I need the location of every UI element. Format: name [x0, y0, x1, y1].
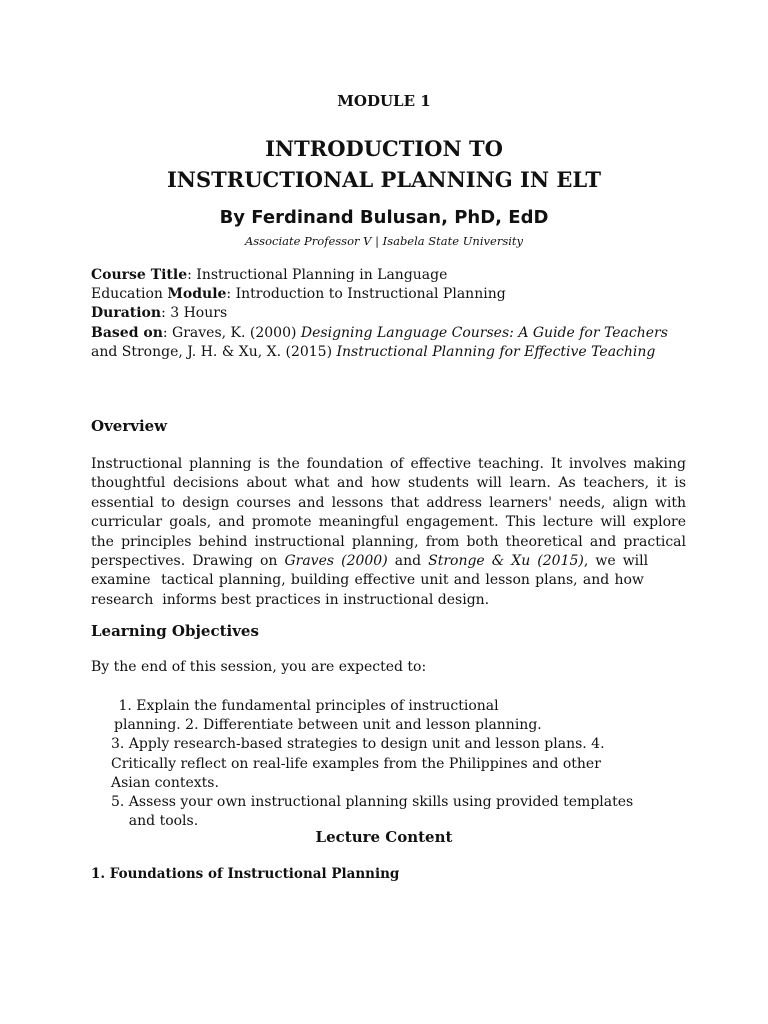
overview-line: examine tactical planning, building effective unit and lesson plans, and how: [91, 572, 644, 589]
citation-stronge-xu: Stronge & Xu (2015): [428, 553, 584, 570]
overview-line: thoughtful decisions about what and how students will learn. As teachers, it is: [91, 475, 686, 492]
course-title-row: [91, 266, 691, 285]
overview-line6-b: and: [387, 553, 429, 570]
based-on-label: Based on: [91, 324, 163, 341]
overview-line: [91, 552, 686, 571]
objectives-intro: By the end of this session, you are expected to:: [91, 659, 427, 675]
duration-label: Duration: [91, 305, 162, 322]
course-info: [91, 266, 691, 362]
course-title-value: : Instructional Planning in Language: [187, 267, 448, 283]
objectives-list: [111, 697, 674, 831]
duration-value: : 3 Hours: [161, 305, 228, 322]
objective-line: 1. Explain the fundamental principles of instructional: [114, 698, 499, 714]
overview-paragraph: [91, 455, 686, 610]
affiliation-line: Associate Professor V | Isabela State University: [244, 234, 524, 248]
overview-line6-c: , we will: [583, 553, 649, 570]
based-on-book-2: Instructional Planning for Effective Teaching: [336, 343, 656, 360]
objective-line: and tools.: [111, 813, 199, 830]
course-title-label: Course Title: [91, 267, 188, 283]
title-line-1: INTRODUCTION TO: [265, 136, 503, 161]
based-on-mid: and Stronge, J. H. & Xu, X. (2015): [91, 343, 337, 360]
based-on-row-2: [91, 343, 691, 362]
module-row: [91, 285, 691, 304]
objective-line: 3. Apply research-based strategies to design unit and lesson plans. 4.: [111, 736, 605, 753]
overview-line: Instructional planning is the foundation of effective teaching. It involves making: [91, 456, 686, 472]
based-on-row: [91, 324, 691, 343]
based-on-book-1: Designing Language Courses: A Guide for Teachers: [300, 324, 668, 341]
objective-line: 5. Assess your own instructional planning skills using provided templates: [111, 794, 634, 811]
section-heading-foundations: 1. Foundations of Instructional Planning: [91, 866, 400, 882]
author-line: By Ferdinand Bulusan, PhD, EdD: [219, 207, 549, 228]
overview-line: essential to design courses and lessons that address learners' needs, align with: [91, 494, 686, 511]
overview-heading: Overview: [91, 417, 168, 435]
overview-line: research informs best practices in instructional design.: [91, 591, 490, 608]
based-on-prefix: : Graves, K. (2000): [162, 324, 301, 341]
objective-line: Critically reflect on real-life examples from the Philippines and other: [111, 755, 601, 772]
overview-line6-a: perspectives. Drawing on: [91, 553, 285, 570]
objective-line: Asian contexts.: [111, 774, 219, 791]
module-info-value: : Introduction to Instructional Planning: [226, 286, 506, 303]
overview-line: curricular goals, and promote meaningful engagement. This lecture will explore: [91, 514, 686, 531]
duration-row: [91, 304, 691, 323]
module-label: MODULE 1: [337, 92, 431, 110]
module-info-label: Module: [167, 286, 227, 303]
objective-line: planning. 2. Differentiate between unit and lesson planning.: [114, 717, 542, 734]
overview-line: the principles behind instructional planning, from both theoretical and practical: [91, 533, 686, 550]
lecture-content-heading: Lecture Content: [315, 828, 453, 846]
document-title: [0, 133, 768, 195]
citation-graves: Graves (2000): [284, 553, 388, 570]
education-text: Education: [91, 286, 168, 303]
title-line-2: INSTRUCTIONAL PLANNING IN ELT: [166, 167, 602, 192]
learning-objectives-heading: Learning Objectives: [91, 622, 259, 640]
